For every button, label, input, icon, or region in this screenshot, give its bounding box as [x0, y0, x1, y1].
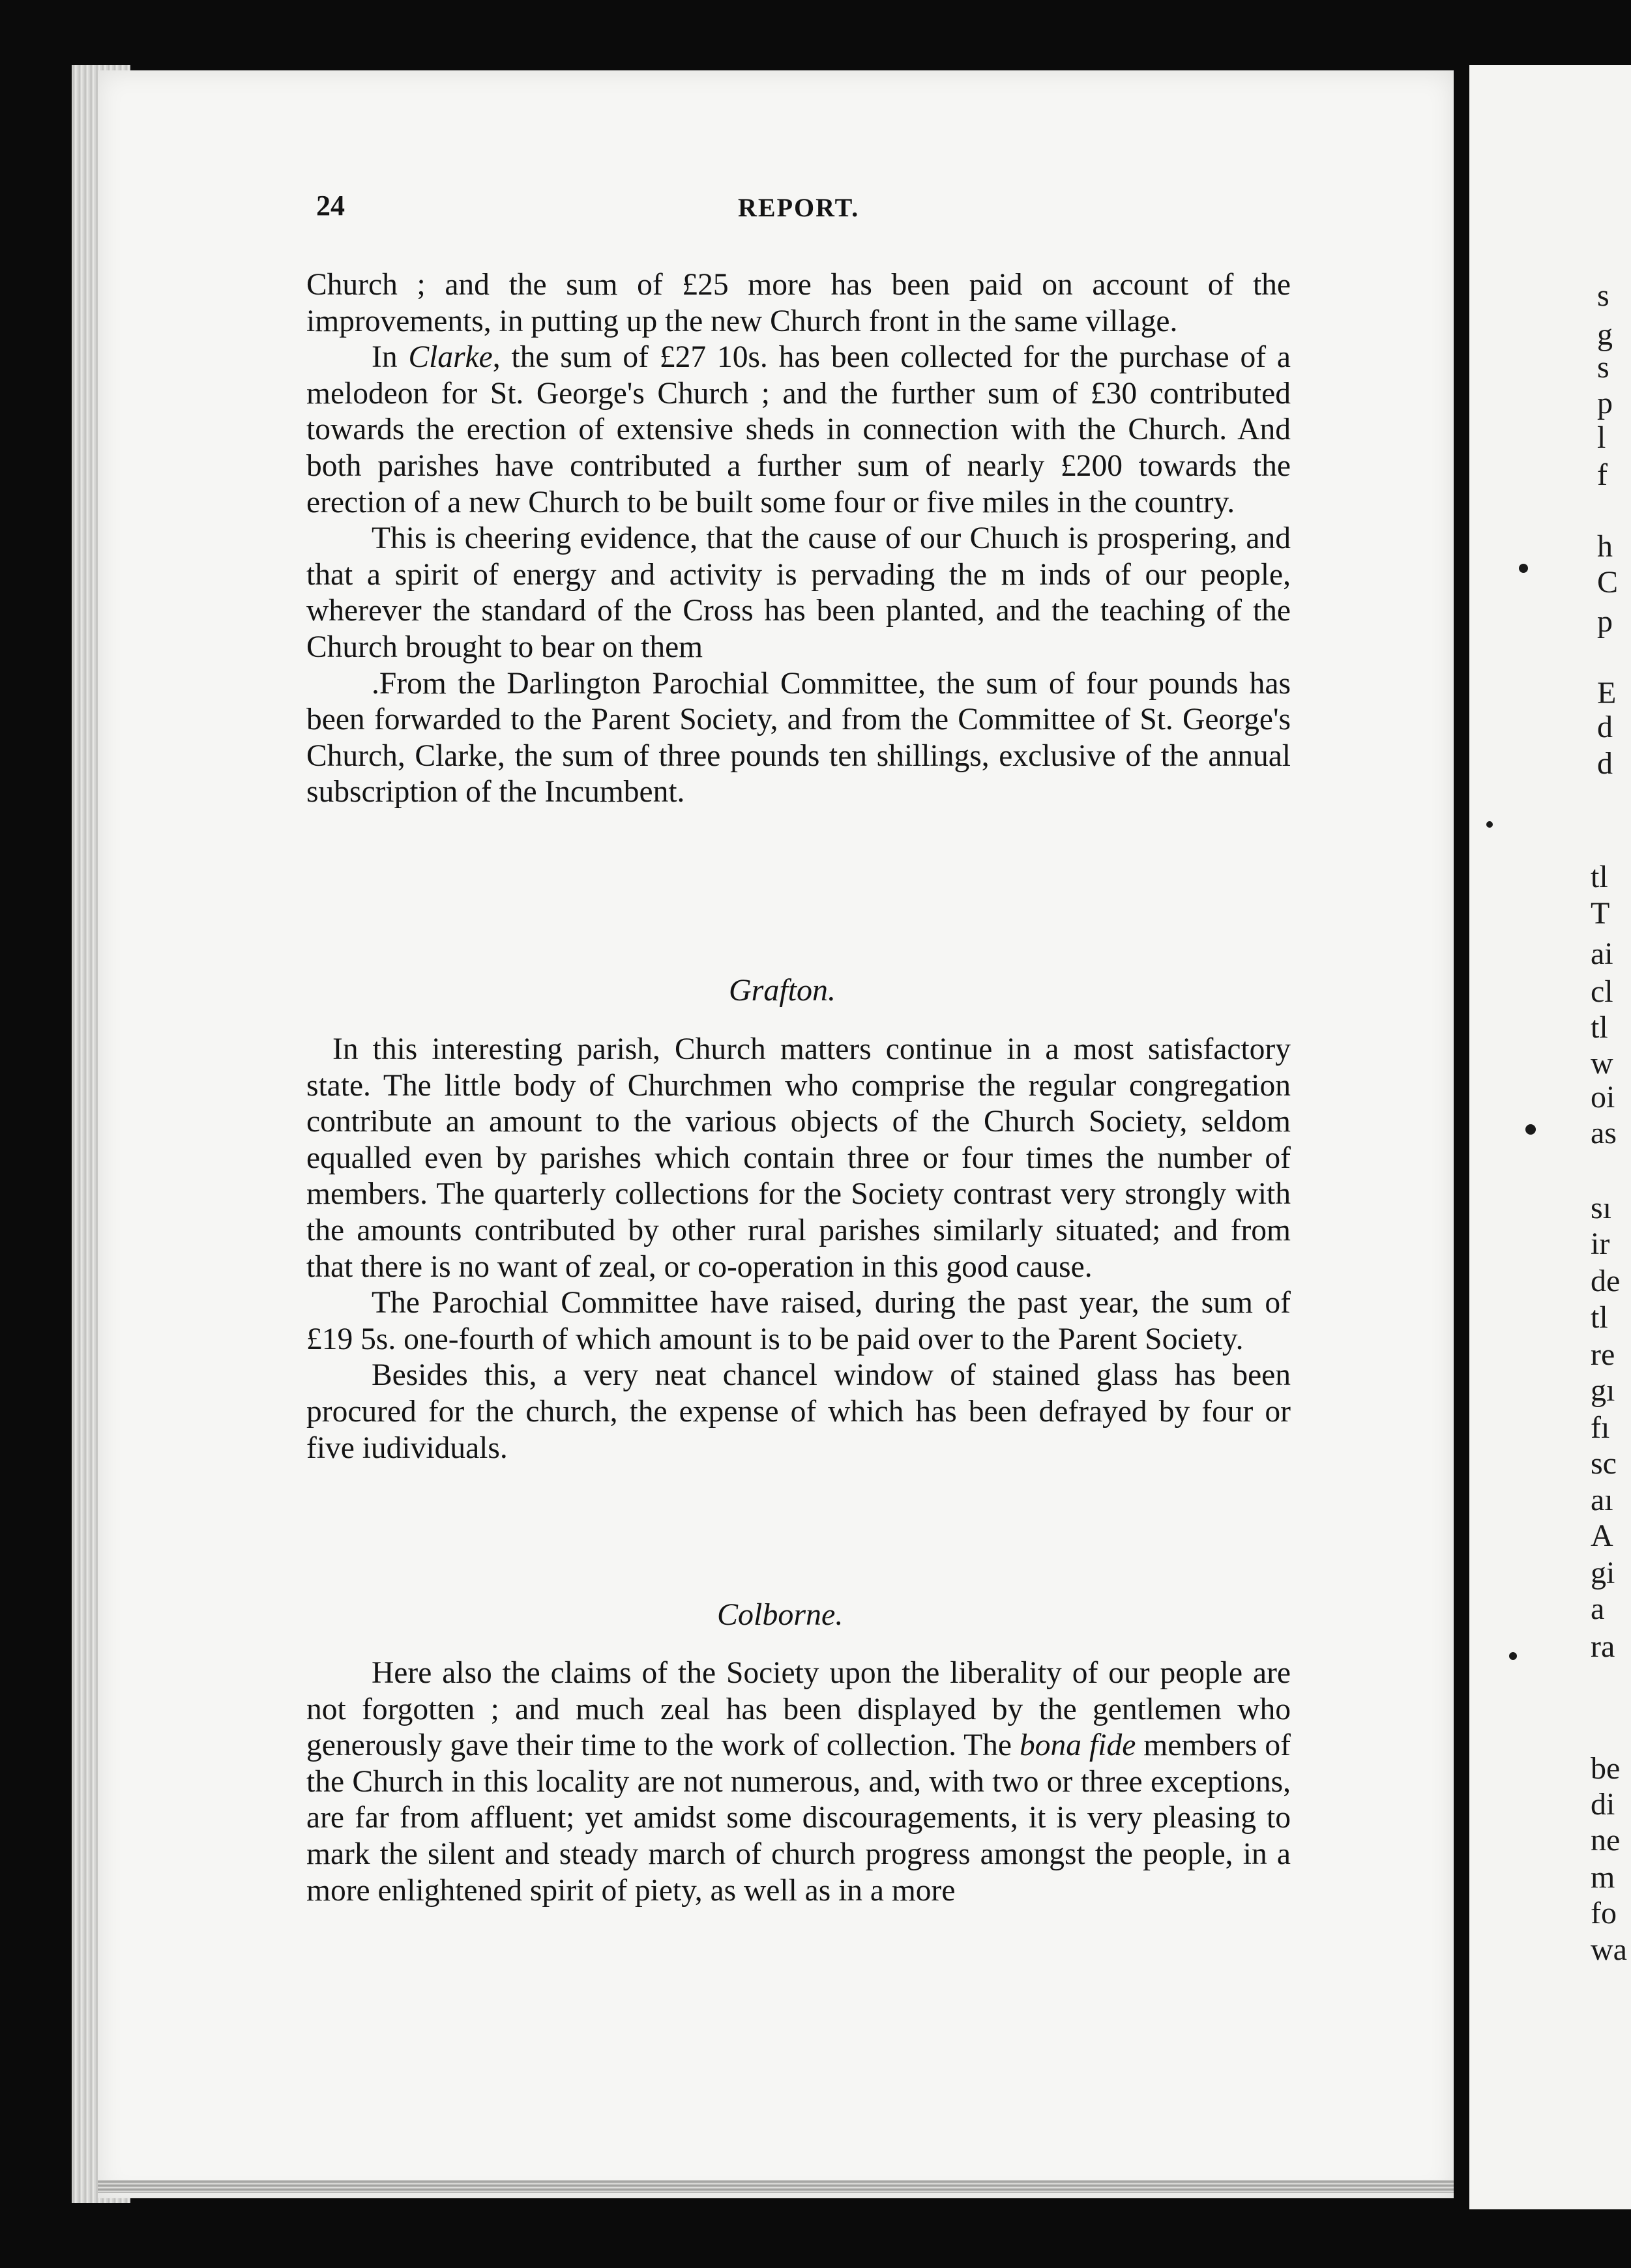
- running-title: REPORT.: [738, 193, 860, 222]
- paragraph-grafton-committee: The Parochial Committee have raised, during the past year, the sum of £19 5s. one-fourth of which amount is to be paid over to the Parent Society.: [306, 1286, 1291, 1356]
- paragraph-grafton-parish: In this interesting parish, Church matters continue in a most satisfactory state. The little body of Churchmen who comprise the regular congregation contribute an amount to the various objects of the Church Society, seldom equalled even by parishes which contain three or four times the number of members. The quarterly collections for the Society contrast very strongly with the amounts contributed by other rural parishes similarly situated; and from that there is no want of zeal, or co-operation in this good cause.: [306, 1032, 1291, 1284]
- facing-page-fragment: ir: [1591, 1227, 1610, 1261]
- ink-speck: [1509, 1652, 1517, 1660]
- text-block-grafton: [306, 1032, 1291, 1466]
- facing-page-fragment: ai: [1591, 937, 1613, 971]
- text-block-colborne: [306, 1655, 1291, 1909]
- facing-page-fragment: T: [1591, 896, 1610, 931]
- facing-page-fragment: p: [1597, 386, 1613, 420]
- section-heading-colborne: Colborne.: [717, 1597, 844, 1632]
- facing-page-fragment: s: [1597, 350, 1609, 385]
- book-gutter: [1455, 65, 1469, 2209]
- paragraph-colborne-text-b: members of the Church in this locality are not numerous, and, with two or three exceptions, are far from affluent; yet amidst some discouragements, it is very pleasing to mark the silent and steady march of church progress amongst the people, in a more enlightened spirit of piety, as well as in a more: [306, 1728, 1291, 1908]
- facing-page-fragment: tl: [1591, 1300, 1608, 1335]
- paragraph-cheering-evidence: This is cheering evidence, that the cause of our Chuıch is prospering, and that a spirit of energy and activity is pervading the m inds of our people, wherever the standard of the Cross has been planted, and the teaching of the Church brought to bear on them: [306, 521, 1291, 664]
- facing-page-fragment: tl: [1591, 860, 1608, 894]
- facing-page-fragment: gi: [1591, 1556, 1615, 1590]
- ink-speck: [1519, 564, 1528, 573]
- facing-page-fragment: E: [1597, 676, 1617, 710]
- facing-page-fragment: gı: [1591, 1373, 1615, 1408]
- facing-page-fragment: sı: [1591, 1191, 1612, 1225]
- facing-page-fragment: l: [1597, 420, 1606, 455]
- ink-speck: [1525, 1124, 1536, 1135]
- paragraph-clarke-text: , the sum of £27 10s. has been collected for the purchase of a melodeon for St. George's Church ; and the further sum of £30 contributed towards the erection of extensive sheds in connection with the Church. And both parishes have contributed a further sum of nearly £200 towards the erection of a new Church to be built some four or five miles in the country.: [306, 340, 1291, 519]
- paragraph-clarke-lead: In: [372, 340, 409, 375]
- page-bottom-edge: [98, 2180, 1454, 2193]
- paragraph-clarke: [306, 340, 1291, 521]
- page-number: 24: [316, 190, 345, 222]
- facing-page-fragment: fı: [1591, 1410, 1610, 1445]
- facing-page-fragment: re: [1591, 1337, 1615, 1372]
- facing-page-fragment: tl: [1591, 1010, 1608, 1045]
- paragraph-darlington-committee: .From the Darlington Parochial Committee, the sum of four pounds has been forwarded to the Parent Society, and from the Committee of St. George's Church, Clarke, the sum of three pounds ten shillings, exclusive of the annual subscription of the Incumbent.: [306, 666, 1291, 809]
- facing-page-fragment: ne: [1591, 1823, 1621, 1857]
- facing-page-fragment: sc: [1591, 1446, 1617, 1481]
- facing-page-fragment: s: [1597, 278, 1609, 313]
- facing-page-fragment: h: [1597, 529, 1613, 564]
- facing-page-fragment: d: [1597, 746, 1613, 781]
- facing-page-fragment: be: [1591, 1751, 1621, 1786]
- facing-page-fragment: di: [1591, 1787, 1615, 1822]
- phrase-bona-fide: bona fide: [1020, 1728, 1136, 1763]
- paragraph-chancel-window: Besides this, a very neat chancel window of stained glass has been procured for the church, the expense of which has been defrayed by four or five iudividuals.: [306, 1358, 1291, 1465]
- facing-page-fragment: ra: [1591, 1629, 1615, 1664]
- paragraph-colborne: [306, 1655, 1291, 1909]
- facing-page-fragment: C: [1597, 565, 1619, 600]
- text-block-darlington-clarke: [306, 267, 1291, 811]
- facing-page-fragment: de: [1591, 1264, 1621, 1298]
- facing-page-fragment: cl: [1591, 974, 1613, 1009]
- section-heading-grafton: Grafton.: [729, 973, 836, 1008]
- facing-page-fragment: m: [1591, 1860, 1615, 1895]
- place-name-clarke: Clarke: [408, 340, 493, 375]
- facing-page-fragment: aı: [1591, 1483, 1613, 1517]
- facing-page-fragment: wa: [1591, 1932, 1627, 1967]
- facing-page-fragment: w: [1591, 1046, 1613, 1081]
- facing-page-fragment: g: [1597, 317, 1613, 352]
- ink-speck: [1486, 821, 1493, 828]
- facing-page-fragment: f: [1597, 458, 1608, 492]
- facing-page-fragment: d: [1597, 710, 1613, 744]
- facing-page-fragment: fo: [1591, 1896, 1617, 1930]
- facing-page-fragment: oi: [1591, 1080, 1615, 1114]
- paragraph-church-front: Church ; and the sum of £25 more has been paid on account of the improvements, in putting up the new Church front in the same village.: [306, 268, 1291, 338]
- facing-page-fragment: A: [1591, 1519, 1613, 1553]
- facing-page-fragment: a: [1591, 1592, 1605, 1626]
- facing-page-fragment: as: [1591, 1116, 1617, 1150]
- facing-page-fragment: p: [1597, 604, 1613, 639]
- paragraph-colborne-text-a: Here also the claims of the Society upon the liberality of our people are not forgotten ; and much zeal has been displayed by the gentlemen who generously gave their time to the work of collection. The: [306, 1656, 1291, 1763]
